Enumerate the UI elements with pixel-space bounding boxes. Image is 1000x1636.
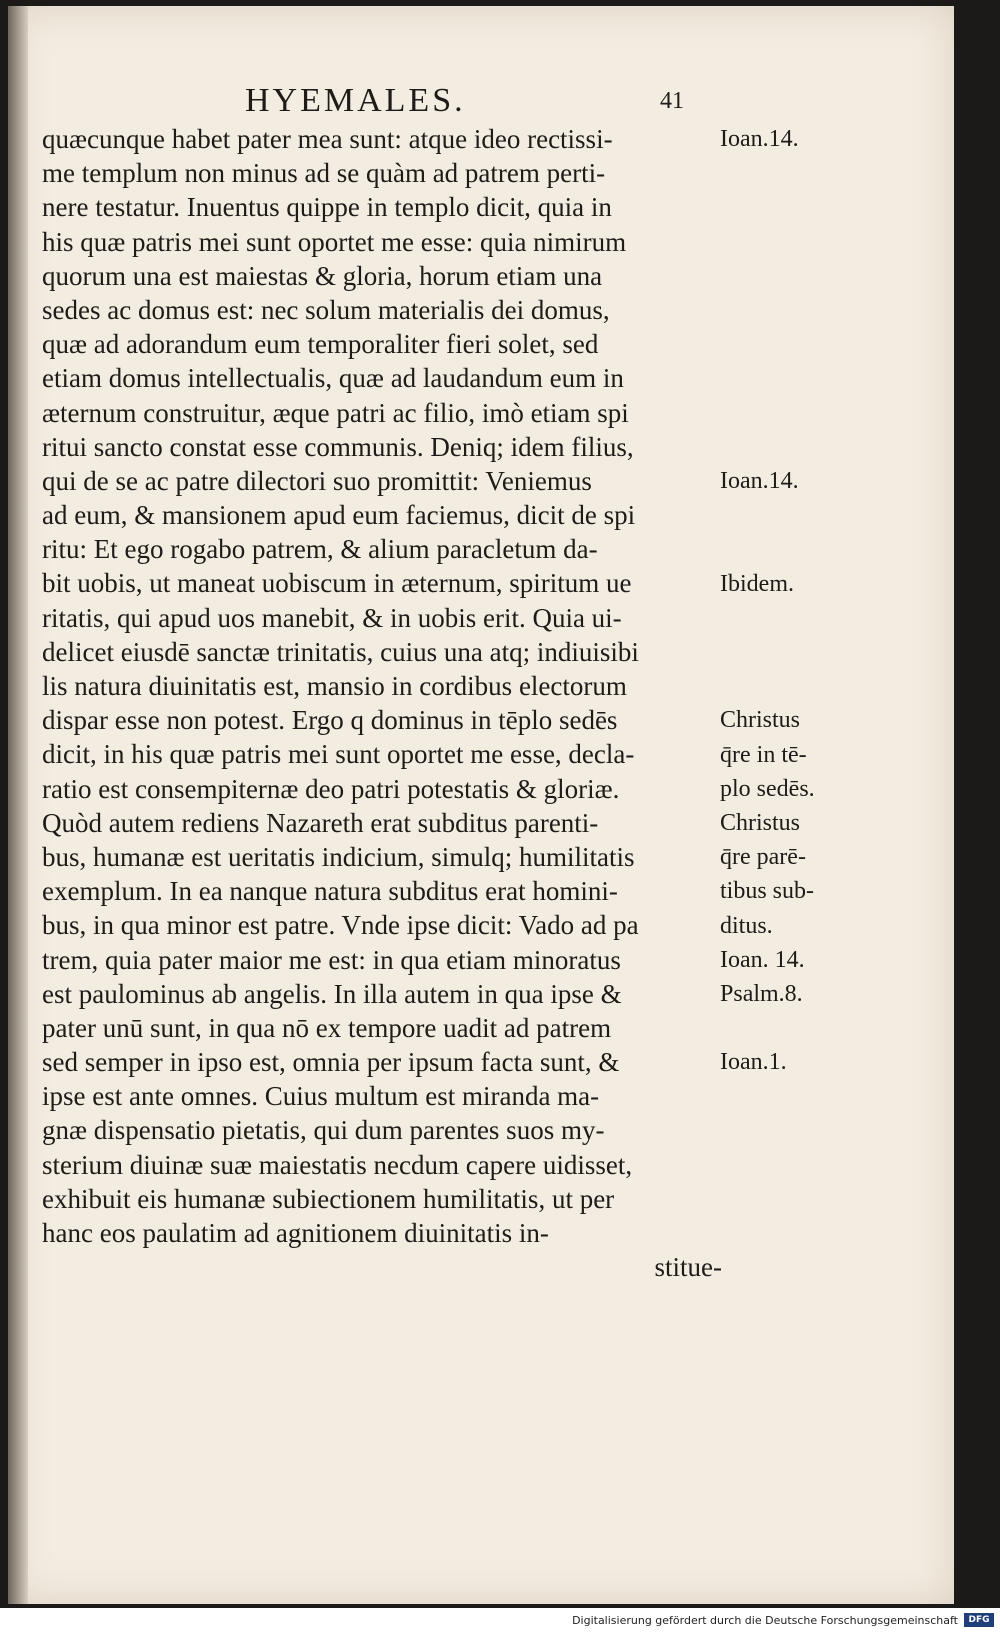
marginal-note: plo sedēs. [720, 775, 815, 802]
text-line: æternum construitur, æque patri ac filio, imò etiam spi [42, 397, 629, 428]
marginal-note: Ioan.14. [720, 468, 799, 494]
marginal-note: Ioan.1. [720, 1049, 787, 1076]
text-line: dicit, in his quæ patris mei sunt oportet me esse, decla- [42, 739, 635, 770]
body-text [42, 122, 722, 1284]
text-line: gnæ dispensatio pietatis, qui dum parentes suos my- [42, 1115, 605, 1146]
page-number: 41 [660, 88, 684, 114]
text-line: his quæ patris mei sunt oportet me esse: quia nimirum [42, 226, 627, 257]
text-line: ritu: Et ego rogabo patrem, & alium paracletum da- [42, 534, 598, 565]
text-line: sterium diuinæ suæ maiestatis necdum capere uidisset, [42, 1149, 633, 1180]
text-line: ipse est ante omnes. Cuius multum est miranda ma- [42, 1081, 600, 1112]
text-line: ad eum, & mansionem apud eum faciemus, dicit de spi [42, 500, 636, 531]
marginal-note: tibus sub- [720, 878, 815, 905]
marginal-note: Psalm.8. [720, 981, 803, 1007]
marginal-note: Ioan.14. [720, 126, 799, 152]
footer [0, 1608, 1000, 1636]
text-line: etiam domus intellectualis, quæ ad laudandum eum in [42, 363, 624, 394]
text-line: quæcunque habet pater mea sunt: atque ideo rectissi- [42, 124, 613, 154]
digitization-credit: Digitalisierung gefördert durch die Deutsche Forschungsgemeinschaft [572, 1614, 958, 1627]
text-line: pater unū sunt, in qua nō ex tempore uadit ad patrem [42, 1012, 612, 1043]
dfg-logo: DFG [964, 1613, 994, 1627]
text-line: quorum una est maiestas & gloria, horum etiam una [42, 260, 603, 291]
marginal-note: Ioan. 14. [720, 946, 805, 973]
text-line: bit uobis, ut maneat uobiscum in æternum, spiritum ue [42, 568, 632, 599]
text-line: hanc eos paulatim ad agnitionem diuinitatis in- [42, 1218, 549, 1248]
text-line: Quòd autem rediens Nazareth erat subditus parenti- [42, 807, 599, 838]
text-line: bus, humanæ est ueritatis indicium, simulq; humilitatis [42, 841, 635, 872]
text-line: exhibuit eis humanæ subiectionem humilitatis, ut per [42, 1183, 615, 1214]
text-line: nere testatur. Inuentus quippe in templo dicit, quia in [42, 192, 612, 223]
text-line: me templum non minus ad se quàm ad patrem perti- [42, 158, 606, 189]
marginal-note: Ibidem. [720, 570, 794, 597]
text-line: ratio est consempiternæ deo patri potestatis & gloriæ. [42, 773, 620, 804]
text-line: ritatis, qui apud uos manebit, & in uobis erit. Quia ui- [42, 602, 622, 633]
text-line: qui de se ac patre dilectori suo promittit: Veniemus [42, 465, 592, 496]
page-gutter [8, 6, 28, 1604]
text-line: quæ ad adorandum eum temporaliter fieri solet, sed [42, 329, 599, 360]
text-line: trem, quia pater maior me est: in qua etiam minoratus [42, 944, 621, 975]
text-line: ritui sancto constat esse communis. Deniq; idem filius, [42, 431, 634, 462]
marginal-note: Christus [720, 810, 801, 836]
text-line: sedes ac domus est: nec solum materialis dei domus, [42, 294, 610, 325]
text-line: lis natura diuinitatis est, mansio in cordibus electorum [42, 671, 627, 701]
text-line: delicet eiusdē sanctæ trinitatis, cuius una atq; indiuisibi [42, 636, 639, 667]
marginal-note: q̄re parē- [720, 844, 806, 871]
text-line: stitue- [654, 1252, 722, 1283]
marginal-note: Christus [720, 707, 801, 734]
marginal-note: ditus. [720, 912, 773, 939]
text-line: sed semper in ipso est, omnia per ipsum facta sunt, & [42, 1047, 620, 1078]
marginal-note: q̄re in tē- [720, 741, 807, 768]
text-line: est paulominus ab angelis. In illa autem in qua ipse & [42, 978, 622, 1009]
running-title: HYEMALES. [245, 82, 466, 119]
text-line: bus, in qua minor est patre. Vnde ipse dicit: Vado ad pa [42, 910, 639, 941]
text-line: dispar esse non potest. Ergo q dominus in tēplo sedēs [42, 705, 618, 736]
text-line: exemplum. In ea nanque natura subditus erat homini- [42, 876, 618, 907]
running-head [0, 82, 1000, 122]
